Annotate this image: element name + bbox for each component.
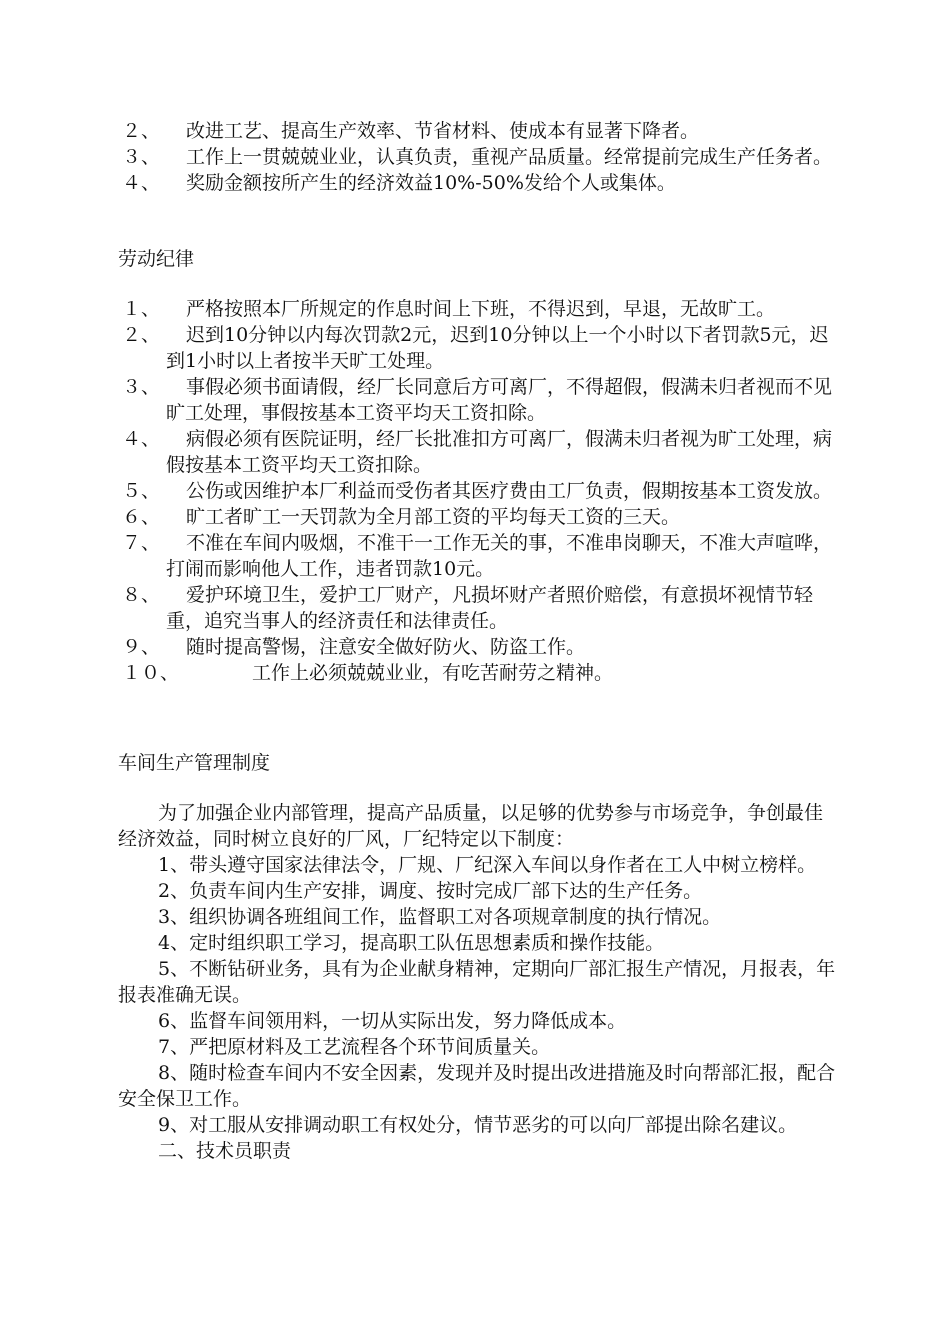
list-item [118,660,838,686]
item-number: ４、 [122,428,161,450]
item-number: １、 [122,298,161,320]
item-text: 改进工艺、提高生产效率、节省材料、使成本有显著下降者。 [186,120,700,142]
section-title-labor-discipline: 劳动纪律 [118,248,195,270]
rule-item: 4、定时组织职工学习，提高职工队伍思想素质和操作技能。 [158,932,665,954]
rule-item: 5、不断钻研业务，具有为企业献身精神，定期向厂部汇报生产情况，月报表，年报表准确无误。 [118,958,836,1006]
list-item [118,170,838,196]
list-item [118,374,838,426]
item-number: ２、 [122,120,161,142]
item-text: 事假必须书面请假，经厂长同意后方可离厂，不得超假，假满未归者视而不见旷工处理，事假按基本工资平均天工资扣除。 [166,376,833,424]
item-number: ２、 [122,324,161,346]
item-number: ６、 [122,506,161,528]
rule-item: 7、严把原材料及工艺流程各个环节间质量关。 [158,1036,551,1058]
rule-item: 3、组织协调各班组间工作，监督职工对各项规章制度的执行情况。 [158,906,722,928]
item-number: ７、 [122,532,161,554]
reward-list [118,118,838,196]
item-text: 工作上一贯兢兢业业，认真负责，重视产品质量。经常提前完成生产任务者。 [186,146,833,168]
item-text: 奖励金额按所产生的经济效益10%-50%发给个人或集体。 [186,172,676,194]
item-number: ９、 [122,636,161,658]
item-text: 病假必须有医院证明，经厂长批准扣方可离厂，假满未归者视为旷工处理，病假按基本工资平均天工资扣除。 [166,428,833,476]
item-text: 不准在车间内吸烟，不准干一工作无关的事，不准串岗聊天，不准大声喧哗，打闹而影响他人工作，违者罚款10元。 [166,532,833,580]
list-item [118,144,838,170]
rule-item: 2、负责车间内生产安排，调度、按时完成厂部下达的生产任务。 [158,880,703,902]
list-item [118,504,838,530]
list-item [118,530,838,582]
rule-item: 9、对工服从安排调动职工有权处分，情节恶劣的可以向厂部提出除名建议。 [158,1114,798,1136]
item-number: ８、 [122,584,161,606]
list-item [118,322,838,374]
list-item [118,118,838,144]
item-text: 爱护环境卫生，爱护工厂财产，凡损坏财产者照价赔偿，有意损坏视情节轻重，追究当事人的经济责任和法律责任。 [166,584,814,632]
item-text: 随时提高警惕，注意安全做好防火、防盗工作。 [186,636,586,658]
item-number: １０、 [122,662,180,684]
section-title-workshop-management: 车间生产管理制度 [118,752,271,774]
item-number: ３、 [122,146,161,168]
item-text: 公伤或因维护本厂利益而受伤者其医疗费由工厂负责，假期按基本工资发放。 [186,480,833,502]
rule-item: 8、随时检查车间内不安全因素，发现并及时提出改进措施及时向帮部汇报，配合安全保卫工作。 [118,1062,836,1110]
list-item [118,634,838,660]
item-text: 旷工者旷工一天罚款为全月部工资的平均每天工资的三天。 [186,506,681,528]
list-item [118,426,838,478]
item-text: 迟到10分钟以内每次罚款2元，迟到10分钟以上一个小时以下者罚款5元，迟到1小时以上者按半天旷工处理。 [166,324,829,372]
item-text: 工作上必须兢兢业业，有吃苦耐劳之精神。 [252,662,614,684]
intro-paragraph: 为了加强企业内部管理，提高产品质量，以足够的优势参与市场竞争，争创最佳经济效益，同时树立良好的厂风，厂纪特定以下制度： [118,802,824,850]
list-item [118,296,838,322]
item-text: 严格按照本厂所规定的作息时间上下班，不得迟到，早退，无故旷工。 [186,298,776,320]
item-number: ３、 [122,376,161,398]
labor-discipline-list [118,296,838,686]
subheading-technician-duties: 二、技术员职责 [158,1140,292,1162]
rule-item: 6、监督车间领用料，一切从实际出发，努力降低成本。 [158,1010,627,1032]
list-item [118,478,838,504]
item-number: ５、 [122,480,161,502]
rule-item: 1、带头遵守国家法律法令，厂规、厂纪深入车间以身作者在工人中树立榜样。 [158,854,817,876]
item-number: ４、 [122,172,161,194]
list-item [118,582,838,634]
workshop-management-body [118,800,838,1164]
